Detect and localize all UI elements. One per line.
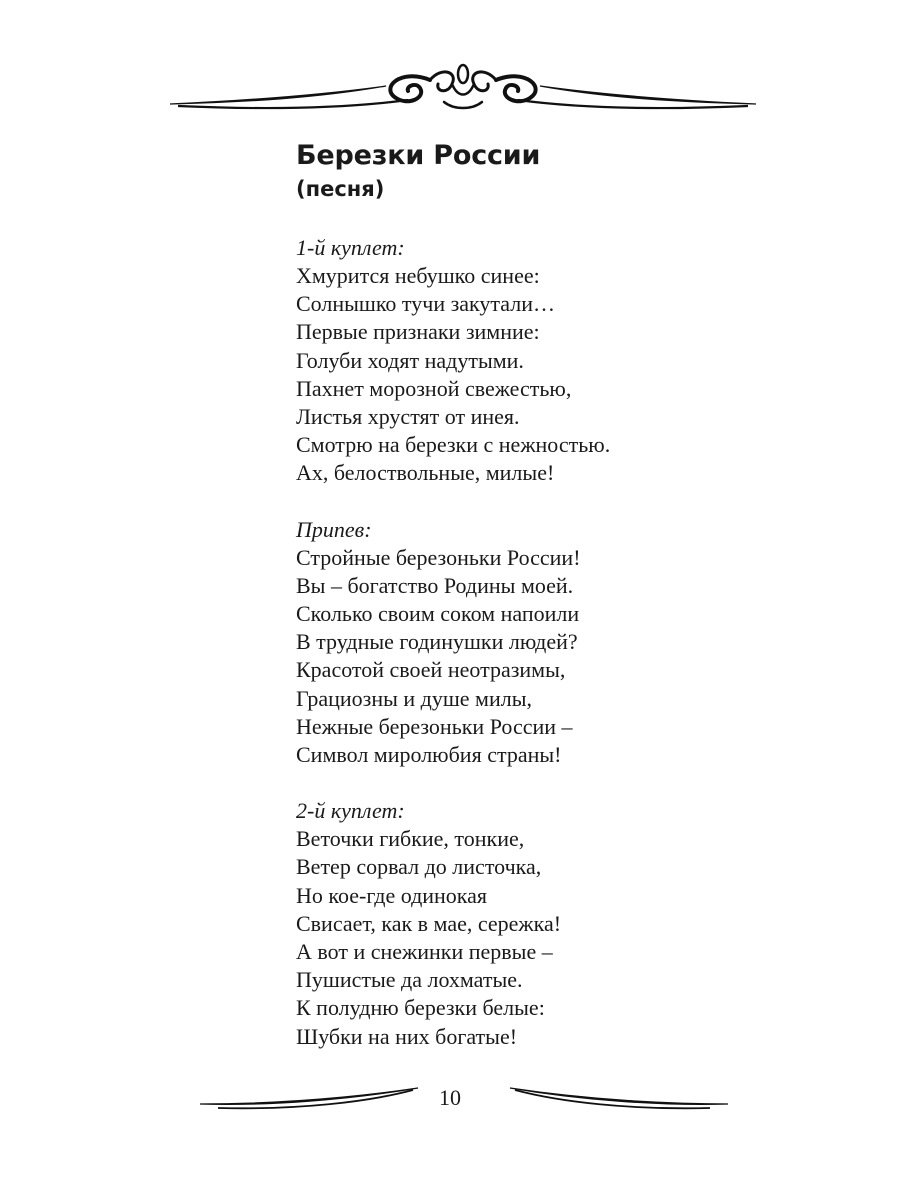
stanza-verse-1 (296, 234, 816, 488)
stanza-verse-2 (296, 797, 816, 1051)
lyric-line: Шубки на них богатые! (296, 1023, 518, 1049)
stanza-label: Припев: (296, 516, 372, 542)
lyric-line: Голуби ходят надутыми. (296, 347, 524, 373)
lyric-line: Свисает, как в мае, сережка! (296, 910, 562, 936)
song-title: Березки России (296, 140, 541, 171)
lyric-line: Первые признаки зимние: (296, 319, 540, 345)
stanza-label: 1-й куплет: (296, 235, 405, 260)
lyric-line: А вот и снежинки первые – (296, 939, 553, 965)
stanza-chorus (296, 516, 816, 770)
lyric-line: Хмурится небушко синее: (296, 263, 540, 288)
lyric-line: Стройные березоньки России! (296, 544, 581, 570)
lyric-line: Сколько своим соком напоили (296, 601, 580, 627)
lyric-line: Но кое-где одинокая (296, 882, 488, 908)
lyric-line: Вы – богатство Родины моей. (296, 572, 574, 598)
song-subtitle: (песня) (296, 177, 385, 201)
stanza-label: 2-й куплет: (296, 798, 405, 824)
lyric-line: Ах, белоствольные, милые! (296, 460, 555, 486)
top-flourish-ornament (168, 58, 758, 120)
lyric-line: Красотой своей неотразимы, (296, 657, 566, 683)
lyric-line: К полудню березки белые: (296, 995, 545, 1021)
lyric-line: В трудные годинушки людей? (296, 629, 578, 655)
lyric-line: Листья хрустят от инея. (296, 404, 520, 430)
lyric-line: Пушистые да лохматые. (296, 967, 523, 993)
song-content (296, 138, 816, 1079)
page-number: 10 (439, 1085, 461, 1110)
lyric-line: Символ миролюбия страны! (296, 742, 562, 768)
lyric-line: Нежные березоньки России – (296, 713, 573, 739)
lyric-line: Солнышко тучи закутали… (296, 291, 556, 317)
lyric-line: Смотрю на березки с нежностью. (296, 432, 611, 458)
lyric-line: Пахнет морозной свежестью, (296, 375, 572, 401)
lyric-line: Ветер сорвал до листочка, (296, 854, 542, 880)
lyric-line: Веточки гибкие, тонкие, (296, 826, 525, 852)
lyric-line: Грациозны и душе милы, (296, 685, 533, 711)
